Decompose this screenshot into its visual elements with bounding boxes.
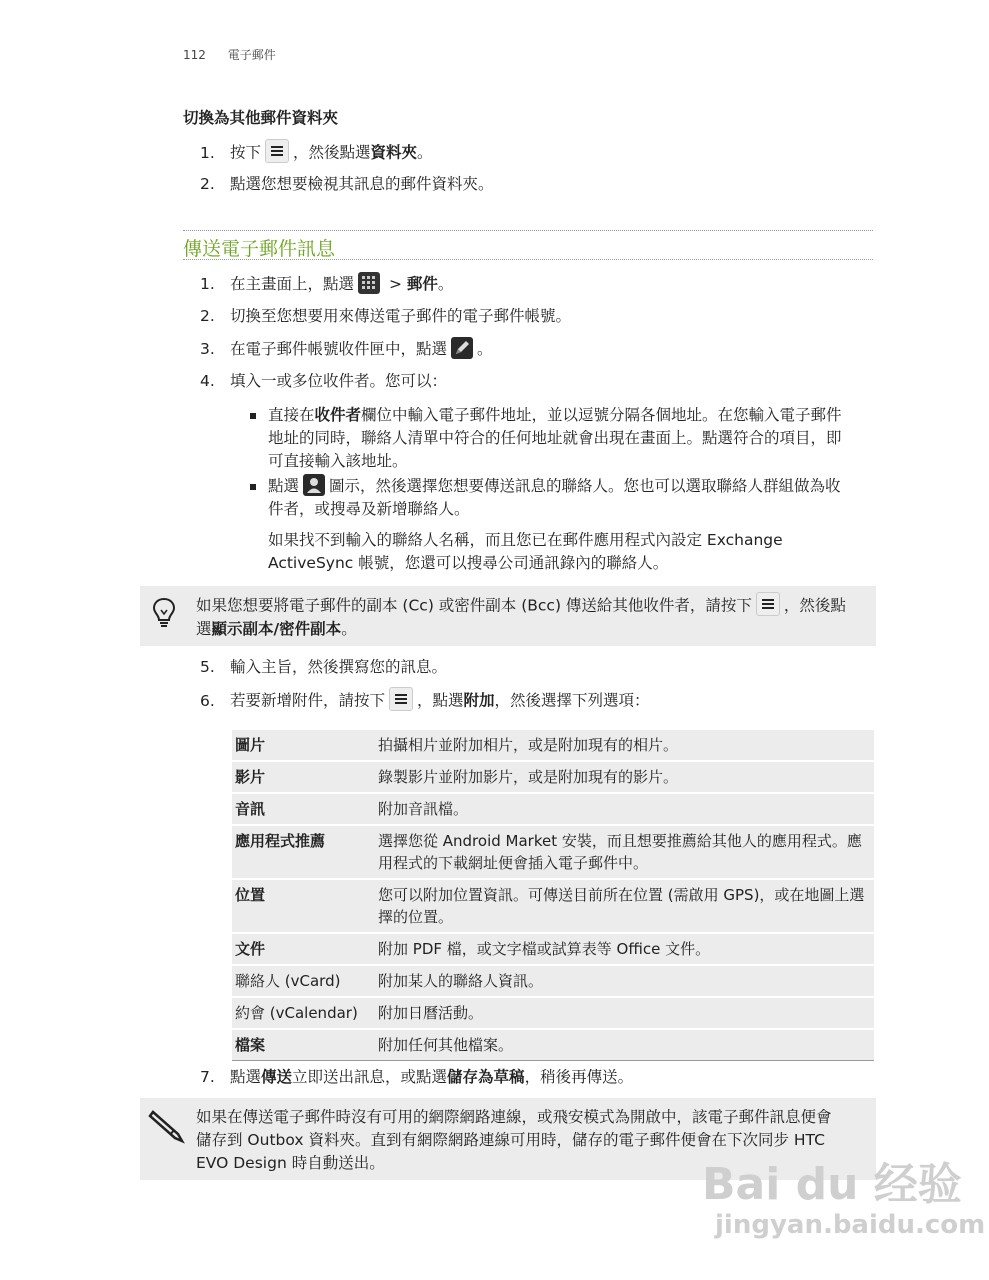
bullet-item: 點選 圖示，然後選擇您想要傳送訊息的聯絡人。您也可以選取聯絡人群組做為收 件者，或搜尋及新增聯絡人。 — [250, 475, 870, 521]
bullet-marker — [250, 413, 256, 419]
section-heading-send-email: 傳送電子郵件訊息 — [183, 230, 873, 260]
watermark-url: jingyan.baidu.com — [715, 1210, 986, 1240]
step-item: 3. 在電子郵件帳號收件匣中，點選 。 — [200, 338, 493, 361]
table-row: 文件 附加 PDF 檔，或文字檔或試算表等 Office 文件。 — [232, 933, 874, 965]
compose-pen-icon — [451, 337, 473, 359]
lightbulb-icon — [151, 596, 177, 630]
watermark-logo: Bai du 经验 — [702, 1159, 962, 1210]
step-item: 2. 點選您想要檢視其訊息的郵件資料夾。 — [200, 175, 494, 193]
menu-icon — [756, 592, 780, 616]
table-row: 影片 錄製影片並附加影片，或是附加現有的影片。 — [232, 761, 874, 793]
step-item: 5. 輸入主旨，然後撰寫您的訊息。 — [200, 658, 448, 676]
step-item: 7. 點選傳送立即送出訊息，或點選儲存為草稿，稍後再傳送。 — [200, 1068, 634, 1086]
attachment-options-table — [232, 728, 874, 1061]
chapter-title: 電子郵件 — [227, 48, 276, 62]
section-title-switch-folder: 切換為其他郵件資料夾 — [183, 109, 339, 127]
menu-icon — [389, 687, 413, 711]
step-item: 1. 按下 ，然後點選資料夾。 — [200, 141, 433, 165]
page-number: 112 — [183, 48, 206, 62]
step-item: 4. 填入一或多位收件者。您可以： — [200, 372, 448, 390]
bullet-item: 直接在收件者欄位中輸入電子郵件地址，並以逗號分隔各個地址。在您輸入電子郵件 地址的同時，聯絡人清單中符合的任何地址就會出現在畫面上。點選符合的項目，即 可直接輸入該地址。 — [250, 404, 870, 473]
table-row: 位置 您可以附加位置資訊。可傳送目前所在位置 (需啟用 GPS)，或在地圖上選擇的位置。 — [232, 879, 874, 933]
table-row: 圖片 拍攝相片並附加相片，或是附加現有的相片。 — [232, 729, 874, 761]
table-row: 聯絡人 (vCard) 附加某人的聯絡人資訊。 — [232, 965, 874, 997]
step-item: 2. 切換至您想要用來傳送電子郵件的電子郵件帳號。 — [200, 307, 572, 325]
bullet-marker — [250, 484, 256, 490]
running-header — [183, 46, 294, 63]
table-row: 檔案 附加任何其他檔案。 — [232, 1029, 874, 1061]
table-row: 約會 (vCalendar) 附加日曆活動。 — [232, 997, 874, 1029]
contact-note-paragraph: 如果找不到輸入的聯絡人名稱，而且您已在郵件應用程式內設定 Exchange ActiveSync 帳號，您還可以搜尋公司通訊錄內的聯絡人。 — [268, 531, 783, 572]
tip-box: 如果您想要將電子郵件的副本 (Cc) 或密件副本 (Bcc) 傳送給其他收件者，請按下 ，然後點 選顯示副本/密件副本。 — [140, 586, 876, 646]
contact-icon — [303, 474, 325, 496]
pencil-icon — [148, 1108, 188, 1144]
step-item: 1. 在主畫面上，點選 > 郵件。 — [200, 273, 453, 296]
table-row: 音訊 附加音訊檔。 — [232, 793, 874, 825]
table-row: 應用程式推薦 選擇您從 Android Market 安裝，而且想要推薦給其他人的應用程式。應用程式的下載網址便會插入電子郵件中。 — [232, 825, 874, 879]
step-item: 6. 若要新增附件，請按下 ，點選附加，然後選擇下列選項： — [200, 689, 650, 713]
app-grid-icon — [358, 272, 380, 294]
menu-icon — [265, 139, 289, 163]
note-box: 如果在傳送電子郵件時沒有可用的網際網路連線，或飛安模式為開啟中，該電子郵件訊息便會 儲存到 Outbox 資料夾。直到有網際網路連線可用時，儲存的電子郵件便會在下次同步 HTC EVO Design 時自動送出。 — [140, 1098, 876, 1180]
